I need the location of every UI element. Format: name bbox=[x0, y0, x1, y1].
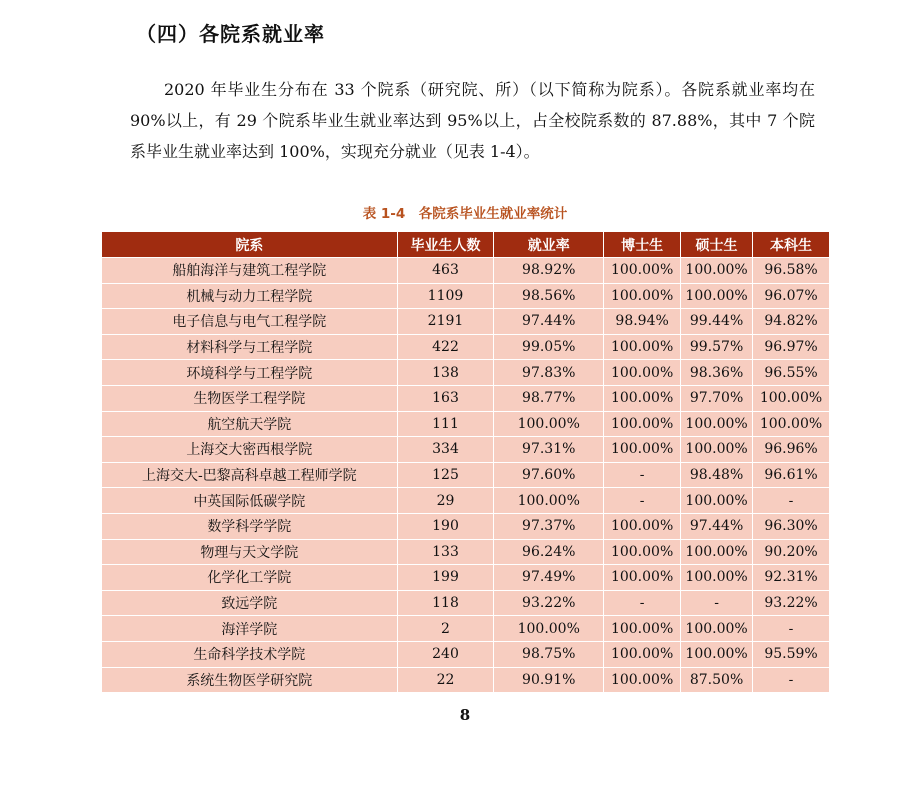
cell-master: 100.00% bbox=[681, 283, 753, 309]
cell-employment-rate: 98.56% bbox=[494, 283, 604, 309]
cell-employment-rate: 96.24% bbox=[494, 539, 604, 565]
cell-master: 100.00% bbox=[681, 258, 753, 284]
header-graduates: 毕业生人数 bbox=[397, 232, 494, 258]
table-row bbox=[102, 385, 830, 411]
cell-doctoral: 100.00% bbox=[604, 334, 681, 360]
cell-doctoral: 100.00% bbox=[604, 258, 681, 284]
table-row bbox=[102, 488, 830, 514]
table-row bbox=[102, 283, 830, 309]
cell-undergrad: 92.31% bbox=[753, 565, 830, 591]
cell-graduates: 133 bbox=[397, 539, 494, 565]
cell-undergrad: 96.58% bbox=[753, 258, 830, 284]
cell-undergrad: - bbox=[753, 488, 830, 514]
table-row bbox=[102, 462, 830, 488]
cell-employment-rate: 97.60% bbox=[494, 462, 604, 488]
cell-employment-rate: 98.92% bbox=[494, 258, 604, 284]
table-body bbox=[102, 258, 830, 693]
cell-department: 机械与动力工程学院 bbox=[102, 283, 398, 309]
cell-employment-rate: 97.31% bbox=[494, 437, 604, 463]
cell-doctoral: 100.00% bbox=[604, 283, 681, 309]
cell-employment-rate: 98.75% bbox=[494, 641, 604, 667]
cell-master: 99.44% bbox=[681, 309, 753, 335]
cell-doctoral: 100.00% bbox=[604, 437, 681, 463]
cell-department: 电子信息与电气工程学院 bbox=[102, 309, 398, 335]
table-row bbox=[102, 667, 830, 693]
cell-graduates: 463 bbox=[397, 258, 494, 284]
cell-doctoral: 98.94% bbox=[604, 309, 681, 335]
cell-doctoral: 100.00% bbox=[604, 616, 681, 642]
cell-graduates: 190 bbox=[397, 513, 494, 539]
cell-doctoral: 100.00% bbox=[604, 360, 681, 386]
header-department: 院系 bbox=[102, 232, 398, 258]
header-master: 硕士生 bbox=[681, 232, 753, 258]
cell-undergrad: - bbox=[753, 616, 830, 642]
cell-employment-rate: 97.83% bbox=[494, 360, 604, 386]
cell-graduates: 422 bbox=[397, 334, 494, 360]
cell-department: 上海交大密西根学院 bbox=[102, 437, 398, 463]
cell-graduates: 29 bbox=[397, 488, 494, 514]
cell-graduates: 163 bbox=[397, 385, 494, 411]
cell-graduates: 111 bbox=[397, 411, 494, 437]
cell-employment-rate: 97.44% bbox=[494, 309, 604, 335]
cell-department: 生物医学工程学院 bbox=[102, 385, 398, 411]
table-row bbox=[102, 309, 830, 335]
cell-doctoral: 100.00% bbox=[604, 513, 681, 539]
cell-employment-rate: 98.77% bbox=[494, 385, 604, 411]
cell-employment-rate: 93.22% bbox=[494, 590, 604, 616]
cell-employment-rate: 97.37% bbox=[494, 513, 604, 539]
cell-master: 100.00% bbox=[681, 616, 753, 642]
table-row bbox=[102, 360, 830, 386]
page-number: 8 bbox=[459, 706, 471, 724]
cell-doctoral: 100.00% bbox=[604, 385, 681, 411]
cell-department: 航空航天学院 bbox=[102, 411, 398, 437]
table-row bbox=[102, 437, 830, 463]
cell-department: 化学化工学院 bbox=[102, 565, 398, 591]
cell-master: 100.00% bbox=[681, 437, 753, 463]
cell-doctoral: 100.00% bbox=[604, 411, 681, 437]
cell-undergrad: 96.30% bbox=[753, 513, 830, 539]
cell-doctoral: 100.00% bbox=[604, 539, 681, 565]
header-employment-rate: 就业率 bbox=[494, 232, 604, 258]
body-paragraph: 2020 年毕业生分布在 33 个院系（研究院、所）（以下简称为院系）。各院系就业率均在 90%以上，有 29 个院系毕业生就业率达到 95%以上，占全校院系数的 87.88%，其中 7 个院系毕业生就业率达到 100%，实现充分就业（见表 1-4）。 bbox=[130, 80, 815, 161]
cell-doctoral: 100.00% bbox=[604, 641, 681, 667]
cell-undergrad: 100.00% bbox=[753, 411, 830, 437]
cell-department: 海洋学院 bbox=[102, 616, 398, 642]
cell-doctoral: 100.00% bbox=[604, 565, 681, 591]
cell-graduates: 2 bbox=[397, 616, 494, 642]
cell-graduates: 125 bbox=[397, 462, 494, 488]
table-row bbox=[102, 539, 830, 565]
cell-undergrad: 93.22% bbox=[753, 590, 830, 616]
cell-employment-rate: 90.91% bbox=[494, 667, 604, 693]
cell-employment-rate: 99.05% bbox=[494, 334, 604, 360]
table-row bbox=[102, 411, 830, 437]
cell-department: 系统生物医学研究院 bbox=[102, 667, 398, 693]
employment-rate-table bbox=[101, 231, 830, 693]
cell-master: 97.70% bbox=[681, 385, 753, 411]
cell-doctoral: - bbox=[604, 488, 681, 514]
table-row bbox=[102, 616, 830, 642]
cell-undergrad: 95.59% bbox=[753, 641, 830, 667]
cell-employment-rate: 100.00% bbox=[494, 411, 604, 437]
cell-graduates: 199 bbox=[397, 565, 494, 591]
cell-master: 99.57% bbox=[681, 334, 753, 360]
cell-department: 上海交大-巴黎高科卓越工程师学院 bbox=[102, 462, 398, 488]
cell-undergrad: 94.82% bbox=[753, 309, 830, 335]
cell-master: 100.00% bbox=[681, 641, 753, 667]
cell-department: 生命科学技术学院 bbox=[102, 641, 398, 667]
cell-department: 中英国际低碳学院 bbox=[102, 488, 398, 514]
cell-master: - bbox=[681, 590, 753, 616]
cell-graduates: 1109 bbox=[397, 283, 494, 309]
cell-master: 100.00% bbox=[681, 565, 753, 591]
cell-department: 数学科学学院 bbox=[102, 513, 398, 539]
cell-employment-rate: 97.49% bbox=[494, 565, 604, 591]
cell-graduates: 240 bbox=[397, 641, 494, 667]
table-row bbox=[102, 641, 830, 667]
table-row bbox=[102, 513, 830, 539]
cell-undergrad: 96.96% bbox=[753, 437, 830, 463]
section-heading: （四）各院系就业率 bbox=[136, 22, 325, 46]
cell-department: 船舶海洋与建筑工程学院 bbox=[102, 258, 398, 284]
cell-undergrad: 100.00% bbox=[753, 385, 830, 411]
cell-graduates: 138 bbox=[397, 360, 494, 386]
header-doctoral: 博士生 bbox=[604, 232, 681, 258]
cell-master: 100.00% bbox=[681, 411, 753, 437]
table-caption: 表 1-4 各院系毕业生就业率统计 bbox=[362, 206, 568, 222]
cell-graduates: 118 bbox=[397, 590, 494, 616]
cell-master: 98.36% bbox=[681, 360, 753, 386]
cell-master: 97.44% bbox=[681, 513, 753, 539]
header-undergrad: 本科生 bbox=[753, 232, 830, 258]
table-row bbox=[102, 590, 830, 616]
cell-undergrad: 96.55% bbox=[753, 360, 830, 386]
table-row bbox=[102, 334, 830, 360]
cell-doctoral: 100.00% bbox=[604, 667, 681, 693]
cell-master: 87.50% bbox=[681, 667, 753, 693]
cell-employment-rate: 100.00% bbox=[494, 488, 604, 514]
cell-undergrad: - bbox=[753, 667, 830, 693]
cell-graduates: 334 bbox=[397, 437, 494, 463]
cell-doctoral: - bbox=[604, 590, 681, 616]
cell-graduates: 2191 bbox=[397, 309, 494, 335]
cell-master: 100.00% bbox=[681, 539, 753, 565]
cell-department: 致远学院 bbox=[102, 590, 398, 616]
cell-undergrad: 96.07% bbox=[753, 283, 830, 309]
cell-master: 100.00% bbox=[681, 488, 753, 514]
cell-employment-rate: 100.00% bbox=[494, 616, 604, 642]
cell-department: 物理与天文学院 bbox=[102, 539, 398, 565]
cell-master: 98.48% bbox=[681, 462, 753, 488]
cell-undergrad: 96.61% bbox=[753, 462, 830, 488]
cell-department: 材料科学与工程学院 bbox=[102, 334, 398, 360]
cell-undergrad: 96.97% bbox=[753, 334, 830, 360]
table-row bbox=[102, 565, 830, 591]
cell-undergrad: 90.20% bbox=[753, 539, 830, 565]
cell-doctoral: - bbox=[604, 462, 681, 488]
table-header-row bbox=[102, 232, 830, 258]
table-row bbox=[102, 258, 830, 284]
cell-department: 环境科学与工程学院 bbox=[102, 360, 398, 386]
cell-graduates: 22 bbox=[397, 667, 494, 693]
